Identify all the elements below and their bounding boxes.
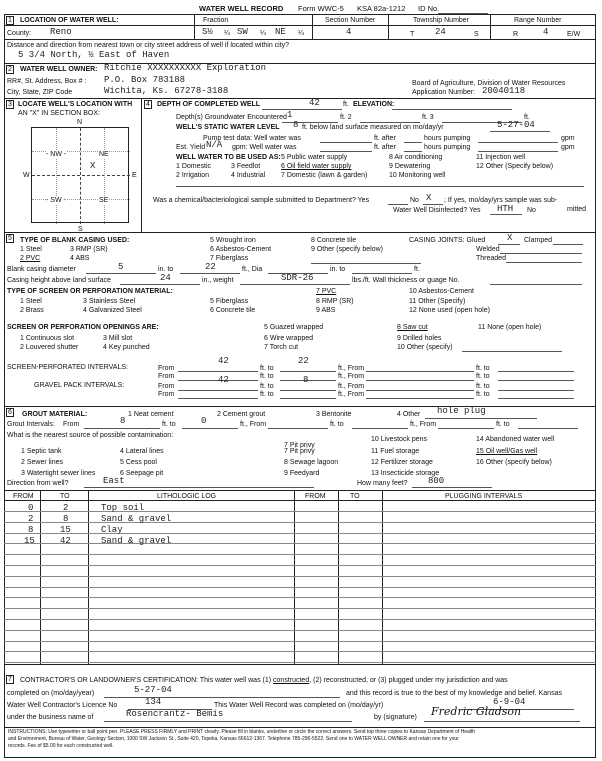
log-rule-line <box>4 651 596 652</box>
casing-joints-label: CASING JOINTS: Glued <box>409 237 486 244</box>
fraction-label: Fraction <box>203 17 229 24</box>
gravel-from-value[interactable]: 42 <box>218 375 229 385</box>
city-label: City, State, ZIP Code <box>7 89 73 96</box>
log-rule-line <box>4 576 596 577</box>
owner-label: WATER WELL OWNER: <box>20 66 98 73</box>
log-row-1-to[interactable]: 8 <box>63 514 69 524</box>
log-row-0-from[interactable]: 0 <box>28 503 34 513</box>
feet-value[interactable]: 800 <box>428 476 445 486</box>
log-rule-line <box>4 641 596 642</box>
section-box[interactable] <box>31 127 129 223</box>
log-rule-line <box>4 533 596 534</box>
disinfected-label: Water Well Disinfected? Yes <box>393 207 481 214</box>
sw-label: - SW - <box>46 197 66 204</box>
locate-label-2: AN "X" IN SECTION BOX: <box>18 110 100 117</box>
fraction-3[interactable]: NE <box>275 27 286 37</box>
log-row-0-desc[interactable]: Top soil <box>101 503 145 513</box>
id-label: ID No. <box>418 4 440 13</box>
glued-mark[interactable]: X <box>507 233 513 243</box>
range-number-label: Range Number <box>514 17 562 24</box>
log-header-from: FROM <box>13 493 34 500</box>
log-row-1-from[interactable]: 2 <box>28 514 34 524</box>
log-rule-line <box>4 619 596 620</box>
use-label: WELL WATER TO BE USED AS: <box>176 154 281 161</box>
casing-pvc[interactable]: 2 PVC <box>20 255 41 262</box>
est-yield-label: Est. Yield <box>176 144 206 151</box>
casing-weight-value[interactable]: SDR-26 <box>281 273 314 283</box>
form-number: Form WWC-5 <box>298 4 344 13</box>
location-label: LOCATION OF WATER WELL: <box>20 17 119 24</box>
distance-value[interactable]: 5 3/4 North, ½ East of Haven <box>18 50 170 60</box>
fraction-1[interactable]: S½ <box>202 27 213 37</box>
locate-label: LOCATE WELL'S LOCATION WITH <box>18 101 133 108</box>
log-row-3-desc[interactable]: Sand & gravel <box>101 536 172 546</box>
township-number-label: Township Number <box>413 17 470 24</box>
county-value[interactable]: Reno <box>50 27 72 37</box>
section-2-number: 2 <box>6 65 14 74</box>
log-row-2-desc[interactable]: Clay <box>101 525 123 535</box>
section-6-number: 6 <box>6 408 14 417</box>
application-label: Application Number: <box>412 89 476 96</box>
log-header-from-2: FROM <box>305 493 326 500</box>
use-oil-field[interactable]: 6 Oil field water supply <box>281 163 352 170</box>
log-rule-line <box>4 630 596 631</box>
direction-value[interactable]: East <box>103 476 125 486</box>
feet-label: How many feet? <box>357 480 408 487</box>
log-rule-line <box>4 511 596 512</box>
chem-sample-label: Was a chemical/bacteriological sample submitted to Department? Yes <box>153 197 370 204</box>
log-header-to: TO <box>60 493 70 500</box>
section-7-number: 7 <box>6 675 14 684</box>
log-row-2-from[interactable]: 8 <box>28 525 34 535</box>
gravel-to-value[interactable]: 8 <box>303 375 309 385</box>
static-level-value[interactable]: 8 <box>293 120 299 130</box>
perf-to-value[interactable]: 22 <box>298 356 309 366</box>
casing-height-value[interactable]: 24 <box>160 273 171 283</box>
log-rule-line <box>4 587 596 588</box>
casing-label: TYPE OF BLANK CASING USED: <box>20 237 130 244</box>
opening-saw-cut[interactable]: 8 Saw cut <box>397 324 428 331</box>
ksa-ref: KSA 82a-1212 <box>357 4 406 13</box>
location-mark: X <box>90 161 96 171</box>
grout-intervals-label: Grout Intervals: <box>7 421 55 428</box>
section-4-number: 4 <box>144 100 152 109</box>
depth-value[interactable]: 42 <box>309 98 320 108</box>
casing-diameter-label: Blank casing diameter <box>7 266 76 273</box>
lithologic-log-table <box>4 490 596 664</box>
licence-number[interactable]: 134 <box>145 697 162 707</box>
log-rule-line <box>4 565 596 566</box>
se-label: SE <box>99 197 109 204</box>
disinfected-value[interactable]: HTH <box>497 204 514 214</box>
business-name[interactable]: Rosencrantz- Bemis <box>126 709 224 719</box>
east-label: E <box>132 172 137 179</box>
log-rule-line <box>4 608 596 609</box>
completion-date[interactable]: 5-27-04 <box>134 685 172 695</box>
nw-label: - NW - <box>46 151 67 158</box>
groundwater-label: Depth(s) Groundwater Encountered <box>176 114 287 121</box>
section-number-value[interactable]: 4 <box>346 27 352 37</box>
groundwater-1[interactable]: 1 <box>287 110 293 120</box>
signature: Fredric Gladson <box>431 705 522 718</box>
certification-text-1: CONTRACTOR'S OR LANDOWNER'S CERTIFICATION: This water well was (1) constructed, (2) reconstructed, or (3) plugged under my jurisdiction and was <box>20 677 508 684</box>
static-level-label: WELL'S STATIC WATER LEVEL <box>176 124 280 131</box>
log-row-2-to[interactable]: 15 <box>60 525 71 535</box>
county-label: County: <box>7 30 32 37</box>
grout-to-value[interactable]: 0 <box>201 416 207 426</box>
instructions-line-2: and Environment, Bureau of Water, Geology Section, 1000 SW Jackson St., Suite 420, Topeka, Kansas 66612-1367. Telephone 785-296-5522. Send one to WATER WELL OWNER and retain one for your <box>8 736 459 742</box>
log-header-plugging: PLUGGING INTERVALS <box>445 493 523 500</box>
gravel-pack-label: GRAVEL PACK INTERVALS: <box>34 382 125 389</box>
township-value[interactable]: 24 <box>435 27 446 37</box>
est-yield-value[interactable]: N/A <box>206 140 223 150</box>
address-value[interactable]: P.O. Box 783188 <box>104 75 186 85</box>
static-date[interactable]: 5-27-04 <box>497 120 535 130</box>
record-completed-date[interactable]: 6-9-04 <box>493 697 526 707</box>
log-rule-line <box>4 522 596 523</box>
fraction-2[interactable]: SW <box>237 27 248 37</box>
log-rule-line <box>4 597 596 598</box>
casing-diameter-to[interactable]: 22 <box>205 262 216 272</box>
log-rule-line <box>4 554 596 555</box>
grout-label: GROUT MATERIAL: <box>22 411 88 418</box>
owner-value[interactable]: Ritchie XXXXXXXXXX Exploration <box>104 63 267 73</box>
screen-material-label: TYPE OF SCREEN OR PERFORATION MATERIAL: <box>7 288 173 295</box>
log-row-3-to[interactable]: 42 <box>60 536 71 546</box>
perforated-intervals-label: SCREEN-PERFORATED INTERVALS: <box>7 364 128 371</box>
form-title: WATER WELL RECORD <box>199 4 284 13</box>
openings-label: SCREEN OR PERFORATION OPENINGS ARE: <box>7 324 159 331</box>
city-value[interactable]: Wichita, Ks. 67278-3188 <box>104 86 229 96</box>
west-label: W <box>23 172 30 179</box>
east-west-choice[interactable]: E/W <box>567 31 581 38</box>
log-header-to-2: TO <box>350 493 360 500</box>
distance-label: Distance and direction from nearest town or city street address of well if located within city? <box>7 42 290 49</box>
log-header-lithologic: LITHOLOGIC LOG <box>157 493 217 500</box>
contam-oil-gas-well[interactable]: 15 Oil well/Gas well <box>476 448 538 455</box>
contamination-label: What is the nearest source of possible contamination: <box>7 432 174 439</box>
section-1-number: 1 <box>6 16 14 25</box>
log-row-0-to[interactable]: 2 <box>63 503 69 513</box>
section-3-number: 3 <box>6 100 14 109</box>
constructed-choice[interactable]: constructed <box>273 677 310 684</box>
casing-diameter-value[interactable]: 5 <box>118 262 124 272</box>
pump-test-label: Pump test data: Well water was <box>203 135 301 142</box>
range-value[interactable]: 4 <box>543 27 549 37</box>
address-label: RR#, St. Address, Box # : <box>7 78 87 85</box>
log-rule-line <box>4 543 596 544</box>
perf-from-value[interactable]: 42 <box>218 356 229 366</box>
north-label: N <box>77 119 83 126</box>
depth-label: DEPTH OF COMPLETED WELL <box>157 101 261 108</box>
grout-from-value[interactable]: 8 <box>120 416 126 426</box>
chem-no-mark[interactable]: X <box>426 193 432 203</box>
section-number-label: Section Number <box>325 17 376 24</box>
log-row-3-from[interactable]: 15 <box>24 536 35 546</box>
application-value[interactable]: 20040118 <box>482 86 526 96</box>
log-row-1-desc[interactable]: Sand & gravel <box>101 514 172 524</box>
ne-label: NE <box>99 151 109 158</box>
instructions-line-1: INSTRUCTIONS: Use typewriter or ball point pen. PLEASE PRESS FIRMLY and PRINT clearly. Please fill in blanks, underline or circle the correct answers. Send top three copies to Kansas Department of Health <box>8 729 476 735</box>
casing-height-label: Casing height above land surface <box>7 277 111 284</box>
direction-label: Direction from well? <box>7 480 69 487</box>
grout-other-value[interactable]: hole plug <box>437 406 486 416</box>
screen-pvc[interactable]: 7 PVC <box>316 288 337 295</box>
section-5-number: 5 <box>6 234 14 243</box>
instructions-line-3: records. Fee of $5.00 for each constructed well. <box>8 743 114 749</box>
south-label: S <box>78 226 83 233</box>
board-text: Board of Agriculture, Division of Water Resources <box>412 80 566 87</box>
